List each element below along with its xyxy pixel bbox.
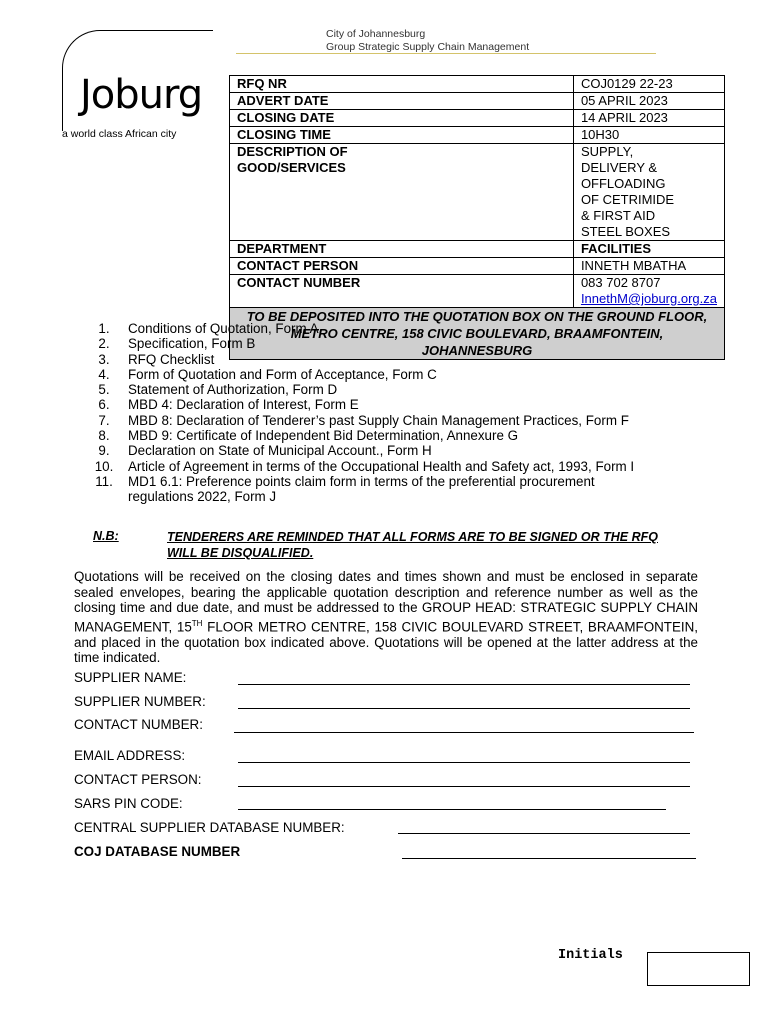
instructions-paragraph <box>74 569 698 666</box>
org-line-2: Group Strategic Supply Chain Management <box>326 41 530 53</box>
list-text: Conditions of Quotation, Form A. <box>128 321 323 336</box>
list-number: 4. <box>98 366 110 382</box>
table-row <box>230 110 725 127</box>
supplier-name-label: SUPPLIER NAME: <box>74 670 187 685</box>
rfq-key: CLOSING TIME <box>230 127 574 144</box>
list-item <box>80 382 700 397</box>
csd-number-label: CENTRAL SUPPLIER DATABASE NUMBER: <box>74 820 345 835</box>
logo-tagline: a world class African city <box>62 128 177 140</box>
paragraph-superscript: TH <box>191 618 203 628</box>
rfq-value: 10H30 <box>573 127 724 144</box>
rfq-value: 05 APRIL 2023 <box>573 93 724 110</box>
sars-pin-line[interactable] <box>238 809 666 810</box>
initials-label: Initials <box>558 948 623 963</box>
list-item <box>80 459 700 474</box>
sars-pin-label: SARS PIN CODE: <box>74 796 183 811</box>
rfq-value <box>573 275 724 308</box>
nb-label: N.B: <box>93 529 119 543</box>
table-row <box>230 76 725 93</box>
csd-number-line[interactable] <box>398 833 690 834</box>
table-row <box>230 241 725 258</box>
list-number: 9. <box>98 443 110 459</box>
list-item <box>80 428 700 443</box>
joburg-logo <box>62 30 212 130</box>
contact-number-line[interactable] <box>234 732 694 733</box>
org-header <box>326 28 529 54</box>
forms-list <box>80 321 700 505</box>
email-address-label: EMAIL ADDRESS: <box>74 748 186 763</box>
list-number: 11. <box>95 473 113 489</box>
nb-warning: TENDERERS ARE REMINDED THAT ALL FORMS ARE TO BE SIGNED OR THE RFQ WILL BE DISQUALIFIED. <box>167 530 658 560</box>
table-row <box>230 144 725 241</box>
list-number: 1. <box>98 321 110 336</box>
list-item <box>80 474 700 505</box>
list-text: MBD 4: Declaration of Interest, Form E <box>128 397 359 413</box>
supplier-number-line[interactable] <box>238 708 690 709</box>
supplier-number-label: SUPPLIER NUMBER: <box>74 694 206 709</box>
header-divider <box>236 53 656 54</box>
rfq-value: FACILITIES <box>573 241 724 258</box>
list-text: RFQ Checklist <box>128 351 215 367</box>
contact-email-link[interactable]: InnethM@joburg.org.za <box>580 291 717 306</box>
list-text: MD1 6.1: Preference points claim form in terms of the preferential procurement regulations 2022, Form J <box>128 473 595 505</box>
table-row <box>230 93 725 110</box>
paragraph-part-2: FLOOR METRO CENTRE, 158 CIVIC BOULEVARD STREET, BRAAMFONTEIN, and placed in the quotation box indicated above. Quotations will be opened at the latter address at the time indicated. <box>74 619 699 666</box>
rfq-key: CONTACT PERSON <box>230 258 574 275</box>
list-text: MBD 9: Certificate of Independent Bid Determination, Annexure G <box>128 428 519 444</box>
list-text: Form of Quotation and Form of Acceptance, Form C <box>128 366 437 382</box>
list-number: 3. <box>98 351 110 367</box>
rfq-details-table <box>229 75 725 360</box>
supplier-name-line[interactable] <box>238 684 690 685</box>
initials-box[interactable] <box>647 952 750 986</box>
list-item <box>80 336 700 351</box>
deposit-note: TO BE DEPOSITED INTO THE QUOTATION BOX ON THE GROUND FLOOR, METRO CENTRE, 158 CIVIC BOULEVARD, BRAAMFONTEIN, JOHANNESBURG <box>230 308 725 360</box>
list-item <box>80 397 700 412</box>
rfq-key: CLOSING DATE <box>230 110 574 127</box>
list-text: Statement of Authorization, Form D <box>128 382 338 398</box>
list-item <box>80 352 700 367</box>
table-row <box>230 258 725 275</box>
coj-database-label: COJ DATABASE NUMBER <box>74 844 241 859</box>
coj-database-line[interactable] <box>402 858 696 859</box>
contact-person-label: CONTACT PERSON: <box>74 772 202 787</box>
rfq-value: COJ0129 22-23 <box>573 76 724 93</box>
contact-person-line[interactable] <box>238 786 690 787</box>
list-text: Specification, Form B <box>128 336 256 352</box>
list-item <box>80 443 700 458</box>
list-number: 7. <box>98 412 110 428</box>
list-item <box>80 367 700 382</box>
org-line-1: City of Johannesburg <box>326 28 426 40</box>
list-item <box>80 321 700 336</box>
rfq-key: DESCRIPTION OF GOOD/SERVICES <box>230 144 574 241</box>
list-text: MBD 8: Declaration of Tenderer’s past Supply Chain Management Practices, Form F <box>128 412 629 428</box>
rfq-value: INNETH MBATHA <box>573 258 724 275</box>
rfq-value: 14 APRIL 2023 <box>573 110 724 127</box>
rfq-key: CONTACT NUMBER <box>230 275 574 308</box>
table-row <box>230 275 725 308</box>
list-number: 5. <box>98 382 110 398</box>
rfq-key: RFQ NR <box>230 76 574 93</box>
rfq-key: DEPARTMENT <box>230 241 574 258</box>
list-number: 8. <box>98 428 110 444</box>
paragraph-part-1: Quotations will be received on the closing dates and times shown and must be enclosed in separate sealed envelopes, bearing the applicable quotation description and reference number as well as the closing time and due date, and must be addressed to the GROUP HEAD: STRATEGIC SUPPLY CHAIN MANAGEMENT, 15 <box>74 569 698 635</box>
email-address-line[interactable] <box>238 762 690 763</box>
contact-number-label: CONTACT NUMBER: <box>74 717 203 732</box>
rfq-value: SUPPLY, DELIVERY & OFFLOADING OF CETRIMIDE & FIRST AID STEEL BOXES <box>573 144 724 241</box>
list-number: 2. <box>98 336 110 352</box>
list-text: Declaration on State of Municipal Account., Form H <box>128 443 432 459</box>
list-number: 6. <box>98 397 110 413</box>
list-number: 10. <box>94 458 114 474</box>
logo-text: Joburg <box>80 72 203 118</box>
table-row <box>230 127 725 144</box>
list-text: Article of Agreement in terms of the Occupational Health and Safety act, 1993, Form I <box>128 458 635 474</box>
rfq-key: ADVERT DATE <box>230 93 574 110</box>
list-item <box>80 413 700 428</box>
contact-number: 083 702 8707 <box>580 275 661 290</box>
